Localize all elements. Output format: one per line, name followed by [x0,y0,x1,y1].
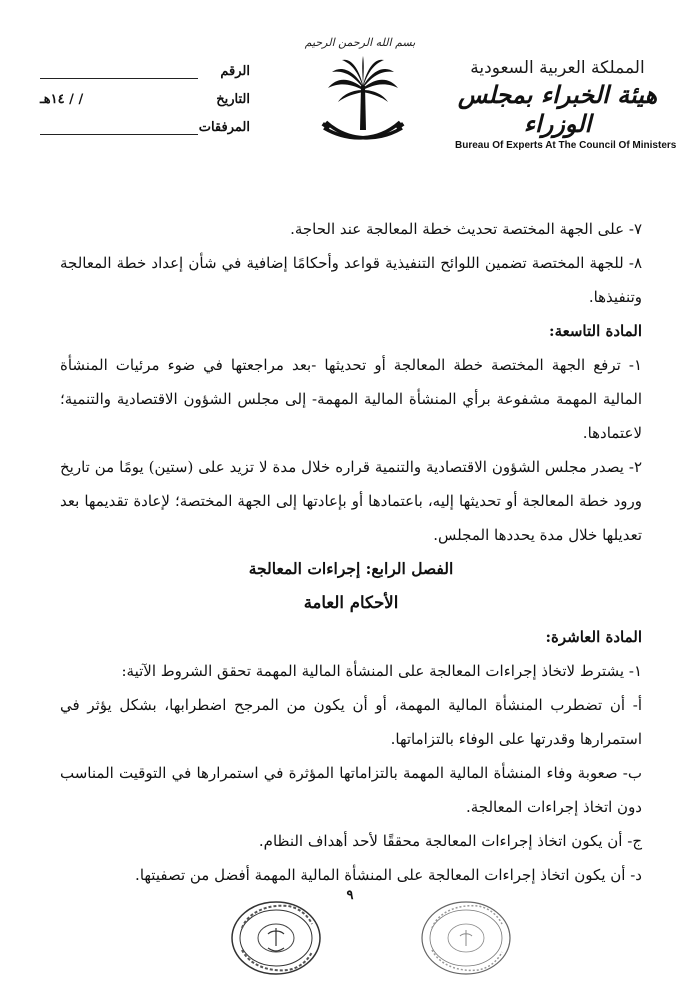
bureau-name-english: Bureau Of Experts At The Council Of Ministers [455,140,677,151]
basmala: بسم الله الرحمن الرحيم [304,36,416,49]
reference-number-line [40,78,198,79]
palm-swords-emblem-icon [318,38,408,148]
clause-7: ٧- على الجهة المختصة تحديث خطة المعالجة عند الحاجة. [290,220,642,238]
date-label: التاريخ [216,92,250,107]
chapter-4-title: الفصل الرابع: إجراءات المعالجة [248,559,454,578]
reference-number-label: الرقم [220,64,250,79]
article-10-item-c: ج- أن يكون اتخاذ إجراءات المعالجة محققًا لأحد أهداف النظام. [258,832,642,850]
document-body [60,212,642,892]
article-10-clause-1: ١- يشترط لاتخاذ إجراءات المعالجة على المنشأة المالية المهمة تحقق الشروط الآتية: [121,662,642,680]
page-number: ٩ [346,888,354,903]
kingdom-name: المملكة العربية السعودية [470,58,645,78]
date-value: / / ١٤هـ [40,92,84,107]
article-9-clause-2: ٢- يصدر مجلس الشؤون الاقتصادية والتنمية قراره خلال مدة لا تزيد على (ستين) يومًا من تاريخ ورود خطة المعالجة أو تحديثها إليه، باعتمادها أو بإعادتها إلى الجهة المختصة؛ لإعادة تقديمها بعد تعديلها خلال مدة يحددها المجلس. [60,458,643,544]
letterhead [455,58,677,151]
official-seal-stamp-icon [228,898,324,978]
attachments-label: المرفقات [198,120,250,135]
reference-block [40,64,250,148]
bureau-name-arabic: هيئة الخبراء بمجلس الوزراء [457,80,658,138]
article-10-item-a: أ- أن تضطرب المنشأة المالية المهمة، أو أن يكون من المرجح اضطرابها، بشكل يؤثر في استمرارها وقدرتها على الوفاء بالتزاماتها. [60,696,642,748]
article-10-item-b: ب- صعوبة وفاء المنشأة المالية المهمة بالتزاماتها المؤثرة في استمرارها في التوقيت المناسب دون اتخاذ إجراءات المعالجة. [60,764,642,816]
article-9-title: المادة التاسعة: [549,322,642,340]
article-10-item-d: د- أن يكون اتخاذ إجراءات المعالجة على المنشأة المالية المهمة أفضل من تصفيتها. [135,866,642,884]
article-10-title: المادة العاشرة: [545,628,642,646]
signature-seal-stamp-icon [418,898,514,978]
clause-8: ٨- للجهة المختصة تضمين اللوائح التنفيذية قواعد وأحكامًا إضافية في شأن إعداد خطة المعالجة وتنفيذها. [60,254,642,306]
article-9-clause-1: ١- ترفع الجهة المختصة خطة المعالجة أو تحديثها -بعد مراجعتها في ضوء مرئيات المنشأة المالية المهمة مشفوعة برأي المنشأة المالية المهمة- إلى مجلس الشؤون الاقتصادية والتنمية؛ لاعتمادها. [60,356,642,442]
general-provisions-title: الأحكام العامة [303,593,399,612]
attachments-line [40,134,198,135]
